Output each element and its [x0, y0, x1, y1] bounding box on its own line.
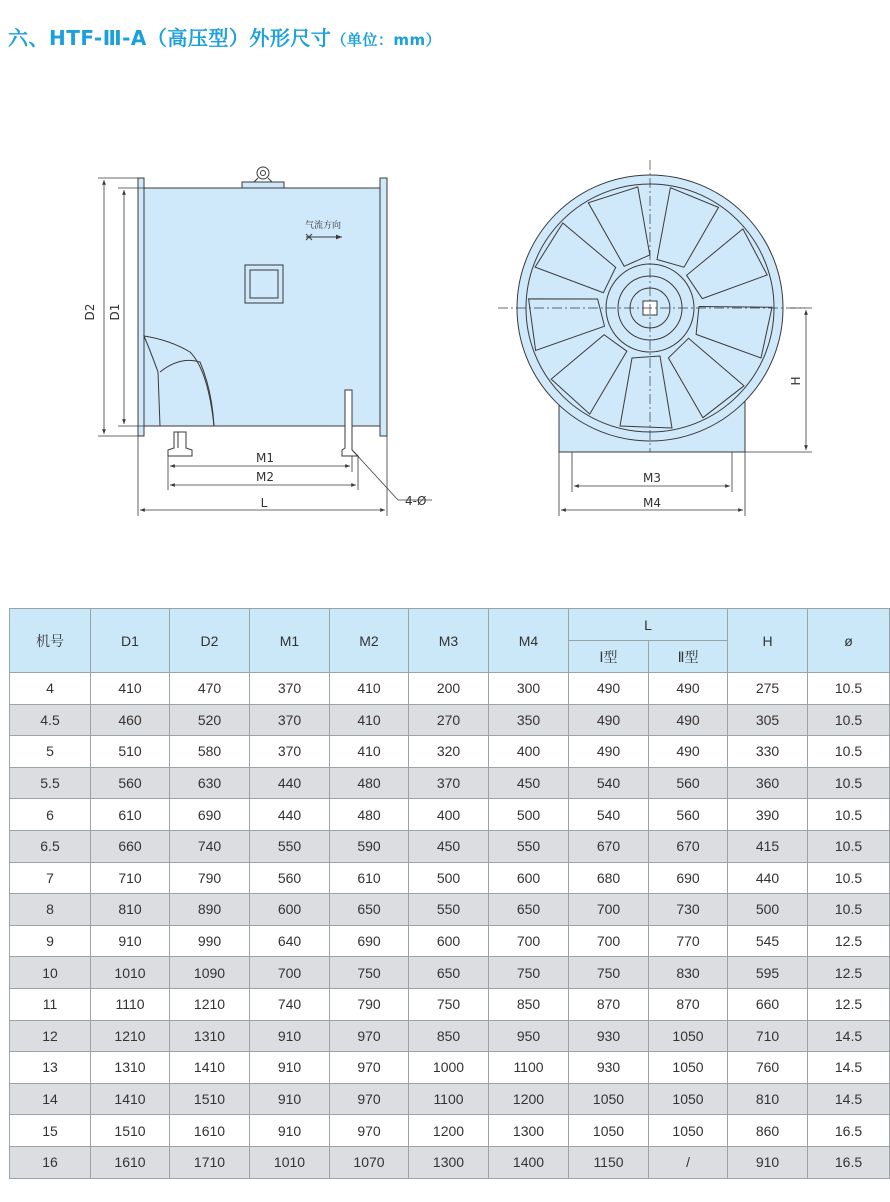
cell-l-type2: 730 [649, 894, 728, 926]
hole-leader-line [354, 452, 398, 500]
cell-m1: 550 [250, 830, 330, 862]
left-flange [138, 178, 144, 436]
cell-m1: 560 [250, 862, 330, 894]
cell-l-type1: 490 [569, 704, 649, 736]
cell-m4: 950 [489, 1020, 569, 1052]
cell-jihao: 6.5 [10, 830, 91, 862]
cell-l-type1: 540 [569, 767, 649, 799]
cell-m3: 320 [409, 736, 489, 768]
table-row [10, 767, 890, 799]
cell-m4: 600 [489, 862, 569, 894]
cell-m3: 1200 [409, 1115, 489, 1147]
cell-jihao: 15 [10, 1115, 91, 1147]
table-row [10, 736, 890, 768]
cell-m4: 750 [489, 957, 569, 989]
table-row [10, 1115, 890, 1147]
cell-m1: 640 [250, 925, 330, 957]
cell-l-type1: 540 [569, 799, 649, 831]
cell-d2: 690 [170, 799, 250, 831]
header-h: H [728, 609, 808, 673]
cell-m3: 200 [409, 673, 489, 705]
cell-phi: 10.5 [808, 894, 890, 926]
cell-m3: 450 [409, 830, 489, 862]
cell-l-type2: 1050 [649, 1020, 728, 1052]
cell-l-type1: 1050 [569, 1083, 649, 1115]
cell-m1: 440 [250, 799, 330, 831]
table-row [10, 1020, 890, 1052]
cell-m3: 550 [409, 894, 489, 926]
cell-jihao: 14 [10, 1083, 91, 1115]
cell-l-type2: 690 [649, 862, 728, 894]
cell-m1: 370 [250, 673, 330, 705]
cell-l-type2: 1050 [649, 1115, 728, 1147]
label-l: L [260, 496, 268, 510]
cell-l-type1: 930 [569, 1020, 649, 1052]
table-row [10, 799, 890, 831]
cell-d2: 1610 [170, 1115, 250, 1147]
cell-h: 710 [728, 1020, 808, 1052]
header-m4: M4 [489, 609, 569, 673]
cell-d2: 1410 [170, 1052, 250, 1084]
cell-d2: 1210 [170, 988, 250, 1020]
cell-h: 910 [728, 1146, 808, 1178]
cell-jihao: 10 [10, 957, 91, 989]
cell-d1: 910 [91, 925, 170, 957]
label-holes: 4-Ø [405, 494, 427, 508]
label-h: H [789, 376, 803, 386]
cell-l-type2: 560 [649, 799, 728, 831]
cell-d1: 460 [91, 704, 170, 736]
cell-d1: 660 [91, 830, 170, 862]
header-m1: M1 [250, 609, 330, 673]
cell-jihao: 11 [10, 988, 91, 1020]
cell-phi: 10.5 [808, 830, 890, 862]
cell-d1: 1610 [91, 1146, 170, 1178]
cell-l-type2: 830 [649, 957, 728, 989]
cell-m3: 370 [409, 767, 489, 799]
cell-m4: 700 [489, 925, 569, 957]
table-row [10, 1146, 890, 1178]
cell-l-type1: 930 [569, 1052, 649, 1084]
label-m2: M2 [256, 470, 274, 484]
cell-m2: 970 [330, 1115, 409, 1147]
cell-m2: 790 [330, 988, 409, 1020]
cell-m3: 1000 [409, 1052, 489, 1084]
cell-m3: 1300 [409, 1146, 489, 1178]
cell-l-type2: 490 [649, 673, 728, 705]
cell-l-type1: 1050 [569, 1115, 649, 1147]
cell-phi: 16.5 [808, 1146, 890, 1178]
header-jihao: 机号 [10, 609, 91, 673]
table-row [10, 673, 890, 705]
cell-l-type1: 680 [569, 862, 649, 894]
right-flange [380, 178, 387, 436]
table-row [10, 988, 890, 1020]
label-m4: M4 [643, 496, 661, 510]
cell-h: 660 [728, 988, 808, 1020]
cell-m1: 910 [250, 1083, 330, 1115]
cell-m4: 450 [489, 767, 569, 799]
cell-h: 275 [728, 673, 808, 705]
cell-l-type1: 870 [569, 988, 649, 1020]
cell-jihao: 13 [10, 1052, 91, 1084]
cell-phi: 10.5 [808, 799, 890, 831]
cell-m1: 740 [250, 988, 330, 1020]
dimension-drawing [0, 140, 890, 530]
cell-d1: 1310 [91, 1052, 170, 1084]
cell-m2: 410 [330, 704, 409, 736]
cell-d2: 1710 [170, 1146, 250, 1178]
cell-m2: 610 [330, 862, 409, 894]
cell-d2: 890 [170, 894, 250, 926]
cell-m3: 600 [409, 925, 489, 957]
cell-m2: 970 [330, 1052, 409, 1084]
cell-d2: 580 [170, 736, 250, 768]
cell-m4: 300 [489, 673, 569, 705]
cell-h: 860 [728, 1115, 808, 1147]
cell-l-type2: 1050 [649, 1083, 728, 1115]
cell-m2: 410 [330, 673, 409, 705]
cell-h: 440 [728, 862, 808, 894]
cell-h: 595 [728, 957, 808, 989]
cell-d1: 610 [91, 799, 170, 831]
dimension-table [9, 608, 890, 1179]
table-row [10, 1083, 890, 1115]
cell-m3: 1100 [409, 1083, 489, 1115]
cell-phi: 12.5 [808, 988, 890, 1020]
label-airflow: 气流方向 [305, 221, 342, 231]
page-title [8, 22, 441, 51]
cell-jihao: 5 [10, 736, 91, 768]
table-row [10, 704, 890, 736]
cell-h: 330 [728, 736, 808, 768]
table-row [10, 830, 890, 862]
cell-l-type1: 490 [569, 736, 649, 768]
cell-m3: 750 [409, 988, 489, 1020]
cell-jihao: 9 [10, 925, 91, 957]
cell-phi: 10.5 [808, 673, 890, 705]
cell-m3: 500 [409, 862, 489, 894]
cell-l-type1: 1150 [569, 1146, 649, 1178]
cell-m2: 480 [330, 767, 409, 799]
table-row [10, 957, 890, 989]
cell-l-type1: 490 [569, 673, 649, 705]
title-main: 六、HTF-Ⅲ-A（高压型）外形尺寸 [8, 26, 332, 50]
cell-phi: 14.5 [808, 1083, 890, 1115]
table-row [10, 894, 890, 926]
cell-h: 545 [728, 925, 808, 957]
front-view [498, 160, 812, 516]
header-phi: ø [808, 609, 890, 673]
cell-d1: 710 [91, 862, 170, 894]
cell-h: 305 [728, 704, 808, 736]
cell-m1: 600 [250, 894, 330, 926]
label-d1: D1 [108, 303, 122, 321]
cell-l-type2: 560 [649, 767, 728, 799]
cell-h: 760 [728, 1052, 808, 1084]
cell-m4: 350 [489, 704, 569, 736]
cell-m4: 1300 [489, 1115, 569, 1147]
cell-d1: 1410 [91, 1083, 170, 1115]
cell-phi: 12.5 [808, 925, 890, 957]
cell-l-type2: / [649, 1146, 728, 1178]
cell-m2: 590 [330, 830, 409, 862]
cell-m4: 1400 [489, 1146, 569, 1178]
cell-m1: 370 [250, 704, 330, 736]
cell-d2: 740 [170, 830, 250, 862]
cell-l-type2: 870 [649, 988, 728, 1020]
cell-m3: 850 [409, 1020, 489, 1052]
cell-l-type1: 700 [569, 925, 649, 957]
cell-m4: 1100 [489, 1052, 569, 1084]
cell-m2: 970 [330, 1083, 409, 1115]
cell-phi: 16.5 [808, 1115, 890, 1147]
cell-m2: 410 [330, 736, 409, 768]
cell-jihao: 16 [10, 1146, 91, 1178]
cell-d2: 520 [170, 704, 250, 736]
cell-phi: 10.5 [808, 862, 890, 894]
header-l-type2: Ⅱ型 [649, 641, 728, 673]
cell-l-type2: 1050 [649, 1052, 728, 1084]
cell-m4: 550 [489, 830, 569, 862]
cell-d2: 1090 [170, 957, 250, 989]
cell-l-type2: 770 [649, 925, 728, 957]
cell-m3: 400 [409, 799, 489, 831]
header-m2: M2 [330, 609, 409, 673]
cell-m1: 370 [250, 736, 330, 768]
cell-m4: 1200 [489, 1083, 569, 1115]
cell-d1: 510 [91, 736, 170, 768]
cell-d2: 1510 [170, 1083, 250, 1115]
cell-m1: 700 [250, 957, 330, 989]
cell-l-type2: 490 [649, 736, 728, 768]
cell-jihao: 12 [10, 1020, 91, 1052]
cell-d1: 1210 [91, 1020, 170, 1052]
cell-m2: 650 [330, 894, 409, 926]
cell-jihao: 8 [10, 894, 91, 926]
cell-l-type1: 750 [569, 957, 649, 989]
lifting-plate [242, 182, 284, 188]
cell-phi: 10.5 [808, 767, 890, 799]
cell-h: 415 [728, 830, 808, 862]
cell-m4: 650 [489, 894, 569, 926]
left-foot [168, 432, 192, 456]
cell-l-type1: 670 [569, 830, 649, 862]
cell-m2: 750 [330, 957, 409, 989]
cell-d1: 1010 [91, 957, 170, 989]
table-row [10, 1052, 890, 1084]
cell-m3: 650 [409, 957, 489, 989]
label-m3: M3 [643, 471, 661, 485]
cell-phi: 14.5 [808, 1052, 890, 1084]
cell-jihao: 5.5 [10, 767, 91, 799]
cell-jihao: 4.5 [10, 704, 91, 736]
cell-m4: 400 [489, 736, 569, 768]
header-l-type1: Ⅰ型 [569, 641, 649, 673]
cell-d2: 990 [170, 925, 250, 957]
cell-d2: 630 [170, 767, 250, 799]
cell-d2: 790 [170, 862, 250, 894]
cell-phi: 12.5 [808, 957, 890, 989]
cell-m2: 690 [330, 925, 409, 957]
cell-d1: 810 [91, 894, 170, 926]
cell-jihao: 4 [10, 673, 91, 705]
cell-d1: 410 [91, 673, 170, 705]
header-m3: M3 [409, 609, 489, 673]
cell-m4: 850 [489, 988, 569, 1020]
cell-jihao: 6 [10, 799, 91, 831]
cell-h: 360 [728, 767, 808, 799]
cell-d2: 470 [170, 673, 250, 705]
cell-m1: 910 [250, 1052, 330, 1084]
cell-d1: 560 [91, 767, 170, 799]
cell-l-type2: 670 [649, 830, 728, 862]
cell-l-type1: 700 [569, 894, 649, 926]
cell-m1: 910 [250, 1115, 330, 1147]
table-row [10, 862, 890, 894]
cell-m2: 970 [330, 1020, 409, 1052]
cell-h: 500 [728, 894, 808, 926]
cell-phi: 14.5 [808, 1020, 890, 1052]
table-row [10, 925, 890, 957]
cell-jihao: 7 [10, 862, 91, 894]
header-d1: D1 [91, 609, 170, 673]
cell-l-type2: 490 [649, 704, 728, 736]
cell-m1: 440 [250, 767, 330, 799]
title-unit: （单位：mm） [331, 31, 442, 49]
cell-phi: 10.5 [808, 704, 890, 736]
cell-m3: 270 [409, 704, 489, 736]
label-d2: D2 [83, 303, 97, 321]
cell-m2: 1070 [330, 1146, 409, 1178]
cell-h: 810 [728, 1083, 808, 1115]
cell-h: 390 [728, 799, 808, 831]
cell-m1: 910 [250, 1020, 330, 1052]
cell-m1: 1010 [250, 1146, 330, 1178]
cell-d1: 1510 [91, 1115, 170, 1147]
table-body [10, 673, 890, 1179]
cell-m4: 500 [489, 799, 569, 831]
header-l: L [569, 609, 728, 641]
cell-phi: 10.5 [808, 736, 890, 768]
label-m1: M1 [256, 451, 274, 465]
cell-d2: 1310 [170, 1020, 250, 1052]
cell-d1: 1110 [91, 988, 170, 1020]
header-d2: D2 [170, 609, 250, 673]
cell-m2: 480 [330, 799, 409, 831]
